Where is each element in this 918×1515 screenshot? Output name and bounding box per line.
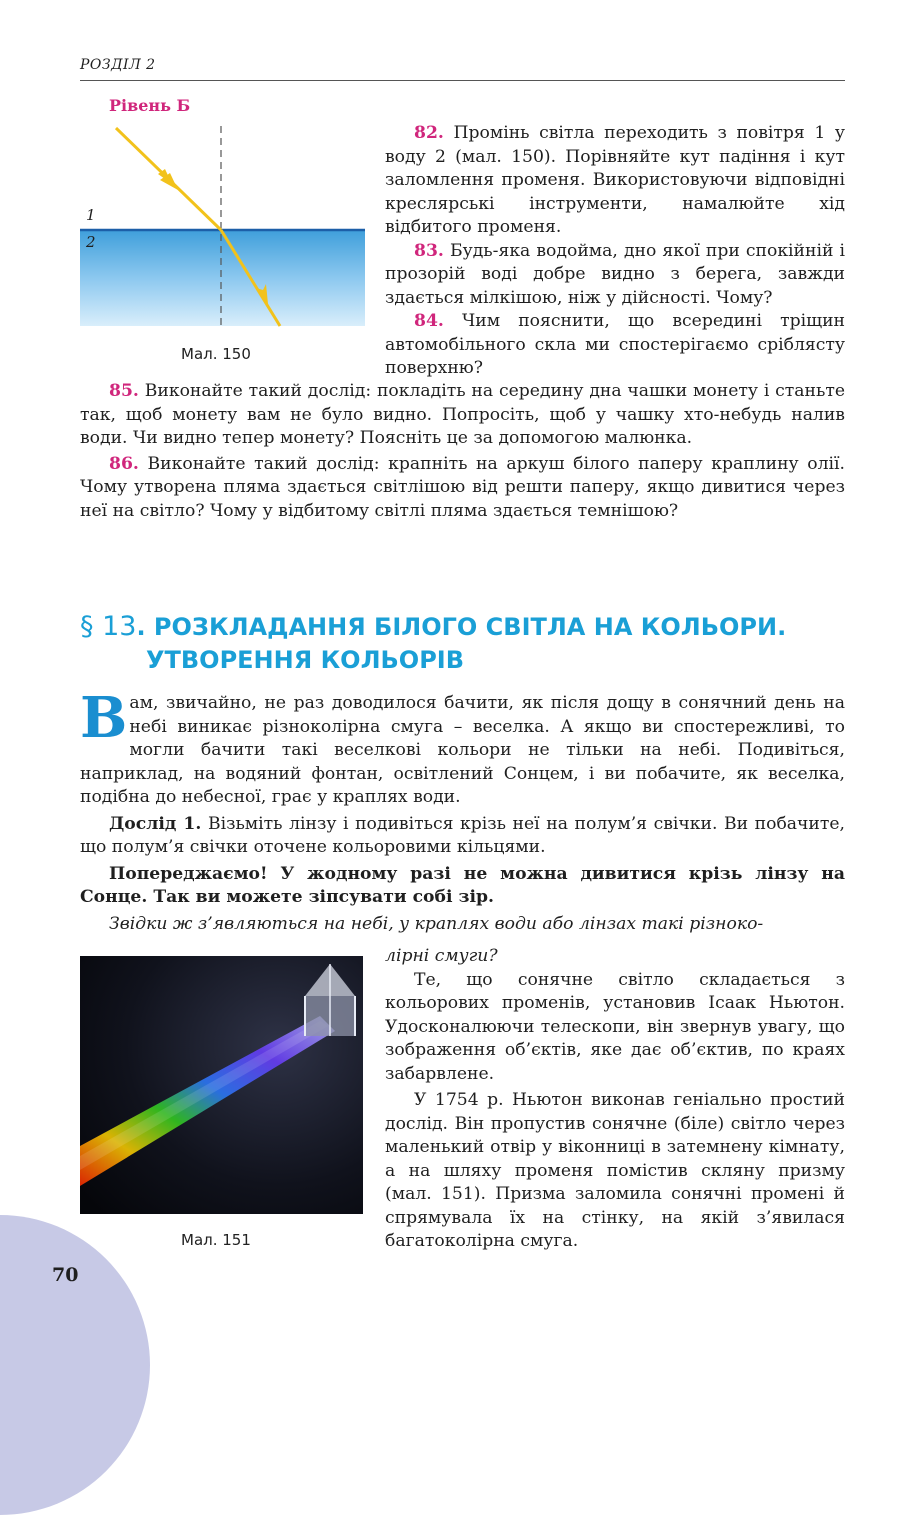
experiment-1 bbox=[80, 813, 845, 860]
exercise-85 bbox=[80, 380, 845, 451]
question-line-2: лірні смуги? bbox=[385, 946, 498, 966]
page-corner-decoration bbox=[0, 1215, 150, 1515]
exercise-84-text: Чим пояснити, що всередині тріщин автомобільного скла ми спостерігаємо сріблясту поверхню? bbox=[385, 311, 846, 378]
exercises-full-width bbox=[80, 380, 845, 523]
exercise-84 bbox=[385, 310, 845, 381]
exercise-83 bbox=[385, 240, 845, 311]
warning-paragraph: Попереджаємо! У жодному разі не можна дивитися крізь лінзу на Сонце. Так ви можете зіпсувати собі зір. bbox=[80, 863, 845, 907]
exercise-84-number: 84. bbox=[414, 311, 444, 331]
exercise-86-number: 86. bbox=[109, 453, 139, 474]
exercise-86-text: Виконайте такий дослід: крапніть на аркуш білого паперу краплину олії. Чому утворена пляма здається світлішою від решти паперу, якщо дивитися через неї на світло? Чому у відбитому світлі пляма здається темнішою? bbox=[80, 453, 845, 521]
newton-paragraph-1: Те, що сонячне світло складається з кольорових променів, установив Ісаак Ньютон. Удосконалюючи телескопи, він звернув увагу, що зображення об’єктів, яке дає об’єктив, по краях забарвлене. bbox=[385, 969, 845, 1084]
figure-150-caption: Мал. 150 bbox=[181, 345, 251, 363]
section-title-line-1 bbox=[80, 610, 850, 644]
exercise-82-text: Промінь світла переходить з повітря 1 у воду 2 (мал. 150). Порівняйте кут падіння і кут заломлення променя. Використовуючи відповідні креслярські інструменти, намалюйте хід відбитого променя. bbox=[385, 123, 845, 237]
drop-cap: В bbox=[80, 685, 128, 751]
section-number: § 13 bbox=[80, 611, 137, 642]
exercise-85-number: 85. bbox=[109, 381, 139, 401]
medium-label-1: 1 bbox=[86, 206, 96, 224]
page-number: 70 bbox=[52, 1264, 79, 1286]
section-body bbox=[80, 685, 846, 936]
newton-column bbox=[385, 945, 845, 1254]
newton-paragraph-2: У 1754 р. Ньютон виконав геніально простий дослід. Він пропустив сонячне (біле) світло через маленький отвір у віконниці в затемнену кімнату, а на шляху променя помістив скляну призму (мал. 151). Призма заломила сонячні промені й спрямувала їх на стінку, на якій з’явилася багатоколірна смуга. bbox=[385, 1090, 845, 1251]
section-title bbox=[80, 610, 850, 677]
exercise-82 bbox=[385, 122, 845, 240]
exercise-83-text: Будь-яка водойма, дно якої при спокійній і прозорій воді добре видно з берега, завжди здається мілкішою, ніж у дійсності. Чому? bbox=[385, 240, 845, 308]
exercise-83-number: 83. bbox=[414, 240, 444, 261]
intro-paragraph bbox=[80, 685, 845, 810]
level-label: Рівень Б bbox=[109, 96, 191, 115]
figure-151-caption: Мал. 151 bbox=[181, 1231, 251, 1249]
figure-150 bbox=[80, 118, 365, 330]
experiment-1-text: Візьміть лінзу і подивіться крізь неї на полум’я свічки. Ви побачите, що полум’я свічки оточене кольоровими кільцями. bbox=[80, 813, 846, 857]
header-rule bbox=[80, 80, 845, 81]
intro-text: ам, звичайно, не раз доводилося бачити, як після дощу в сонячний день на небі виникає різноколірна смуга – веселка. А якщо ви спостережливі, то могли бачити такі веселкові кольори не тільки на небі. Подивіться, наприклад, на водяний фонтан, освітлений Сонцем, і ви побачите, як веселка, подібна до небесної, грає у краплях води. bbox=[80, 693, 845, 807]
prism-photo bbox=[80, 956, 363, 1214]
medium-label-2: 2 bbox=[86, 233, 96, 251]
water-region bbox=[80, 230, 365, 326]
section-title-line-2: УТВОРЕННЯ КОЛЬОРІВ bbox=[146, 646, 465, 674]
exercise-86 bbox=[80, 453, 845, 524]
exercise-82-number: 82. bbox=[414, 123, 444, 143]
exercises-right-column bbox=[385, 122, 845, 381]
question-line-1: Звідки ж з’являються на небі, у краплях води або лінзах такі різноко- bbox=[109, 913, 764, 934]
running-head: РОЗДІЛ 2 bbox=[80, 57, 156, 73]
section-title-text-1: . РОЗКЛАДАННЯ БІЛОГО СВІТЛА НА КОЛЬОРИ. bbox=[136, 613, 787, 641]
exercise-85-text: Виконайте такий дослід: покладіть на середину дна чашки монету і станьте так, щоб монету вам не було видно. Попросіть, щоб у чашку хто-небудь налив води. Чи видно тепер монету? Поясніть це за допомогою малюнка. bbox=[80, 381, 846, 448]
figure-151 bbox=[80, 956, 363, 1214]
refraction-diagram bbox=[80, 118, 365, 330]
experiment-1-label: Дослід 1. bbox=[109, 813, 202, 834]
